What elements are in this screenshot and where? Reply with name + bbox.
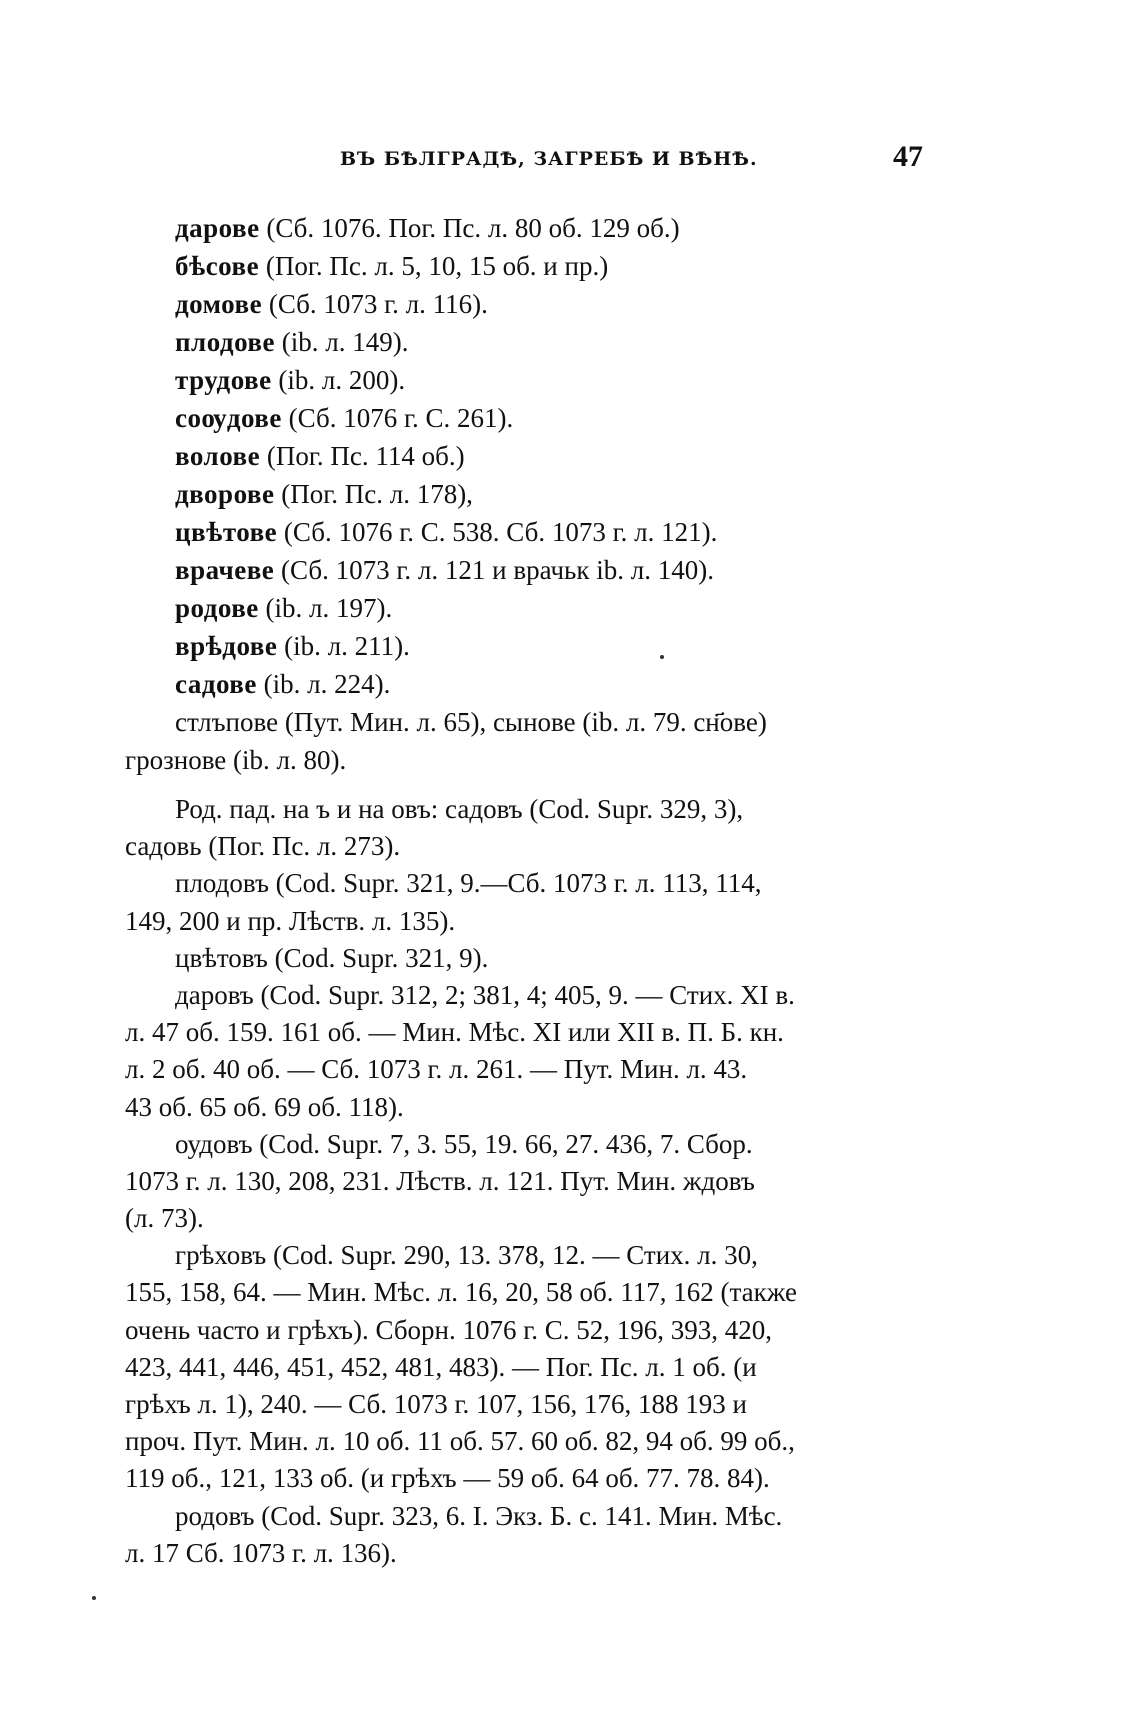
list-item: родове (ib. л. 197). bbox=[175, 593, 393, 623]
list-item: врѣдове (ib. л. 211). bbox=[175, 631, 410, 661]
paragraph-line: проч. Пут. Мин. л. 10 об. 11 об. 57. 60 об. 82, 94 об. 99 об., bbox=[125, 1426, 795, 1457]
paragraph-line: грѣховъ (Cod. Supr. 290, 13. 378, 12. — Стих. л. 30, bbox=[175, 1240, 758, 1271]
print-speck bbox=[660, 655, 664, 659]
paragraph-line: л. 47 об. 159. 161 об. — Мин. Мѣс. XI или XII в. П. Б. кн. bbox=[125, 1017, 784, 1048]
list-item: цвѣтове (Сб. 1076 г. С. 538. Сб. 1073 г. л. 121). bbox=[175, 517, 718, 547]
paragraph-line: грѣхъ л. 1), 240. — Сб. 1073 г. 107, 156, 176, 188 193 и bbox=[125, 1389, 747, 1419]
genitive-section bbox=[125, 791, 941, 1572]
list-item: волове (Пог. Пс. 114 об.) bbox=[175, 441, 465, 471]
text-line: стлъпове (Пут. Мин. л. 65), сынове (ib. л. 79. сн҃ове) bbox=[175, 707, 767, 737]
paragraph-line: плодовъ (Cod. Supr. 321, 9.—Сб. 1073 г. л. 113, 114, bbox=[175, 868, 762, 899]
paragraph-line: 1073 г. л. 130, 208, 231. Лѣств. л. 121. Пут. Мин. ждовъ bbox=[125, 1165, 755, 1196]
list-item: плодове (ib. л. 149). bbox=[175, 327, 409, 357]
list-item: домове (Сб. 1073 г. л. 116). bbox=[175, 289, 488, 319]
paragraph-line: 155, 158, 64. — Мин. Мѣс. л. 16, 20, 58 об. 117, 162 (также bbox=[125, 1277, 798, 1308]
paragraph-line: очень часто и грѣхъ). Сборн. 1076 г. С. 52, 196, 393, 420, bbox=[125, 1314, 773, 1345]
list-item: бѣсове (Пог. Пс. л. 5, 10, 15 об. и пр.) bbox=[175, 251, 609, 281]
text-line: грознове (ib. л. 80). bbox=[125, 745, 347, 775]
paragraph-line: (л. 73). bbox=[125, 1203, 204, 1234]
paragraph-line: л. 2 об. 40 об. — Сб. 1073 г. л. 261. — Пут. Мин. л. 43. bbox=[125, 1054, 748, 1085]
list-item: врачеве (Сб. 1073 г. л. 121 и врачьк ib. л. 140). bbox=[175, 555, 714, 585]
paragraph-line: оудовъ (Cod. Supr. 7, 3. 55, 19. 66, 27. 436, 7. Сбор. bbox=[175, 1128, 753, 1159]
paragraph-line: л. 17 Сб. 1073 г. л. 136). bbox=[125, 1537, 397, 1568]
plural-forms-list bbox=[125, 209, 941, 779]
list-item: трудове (ib. л. 200). bbox=[175, 365, 406, 395]
paragraph-line: Род. пад. на ъ и на овъ: садовъ (Cod. Supr. 329, 3), bbox=[175, 794, 744, 824]
print-speck bbox=[92, 1596, 96, 1600]
running-title: ВЪ БѢЛГРАДѢ, ЗАГРЕБѢ И ВѢНѢ. bbox=[340, 148, 758, 170]
page-number: 47 bbox=[893, 140, 923, 173]
paragraph-line: цвѣтовъ (Cod. Supr. 321, 9). bbox=[175, 942, 489, 973]
paragraph-line: 43 об. 65 об. 69 об. 118). bbox=[125, 1091, 404, 1122]
list-item: дворове (Пог. Пс. л. 178), bbox=[175, 479, 473, 509]
list-item: соѹдове (Сб. 1076 г. С. 261). bbox=[175, 403, 514, 433]
list-item: дарове (Сб. 1076. Пог. Пс. л. 80 об. 129 об.) bbox=[175, 213, 680, 243]
list-item: садове (ib. л. 224). bbox=[175, 669, 391, 699]
paragraph-line: садовь (Пог. Пс. л. 273). bbox=[125, 831, 401, 862]
paragraph-line: 119 об., 121, 133 об. (и грѣхъ — 59 об. 64 об. 77. 78. 84). bbox=[125, 1463, 770, 1494]
paragraph-line: родовъ (Cod. Supr. 323, 6. I. Экз. Б. с. 141. Мин. Мѣс. bbox=[175, 1500, 783, 1531]
paragraph-line: 149, 200 и пр. Лѣств. л. 135). bbox=[125, 905, 456, 936]
paragraph-line: 423, 441, 446, 451, 452, 481, 483). — Пог. Пс. л. 1 об. (и bbox=[125, 1351, 757, 1382]
paragraph-line: даровъ (Cod. Supr. 312, 2; 381, 4; 405, 9. — Стих. XI в. bbox=[175, 979, 795, 1010]
